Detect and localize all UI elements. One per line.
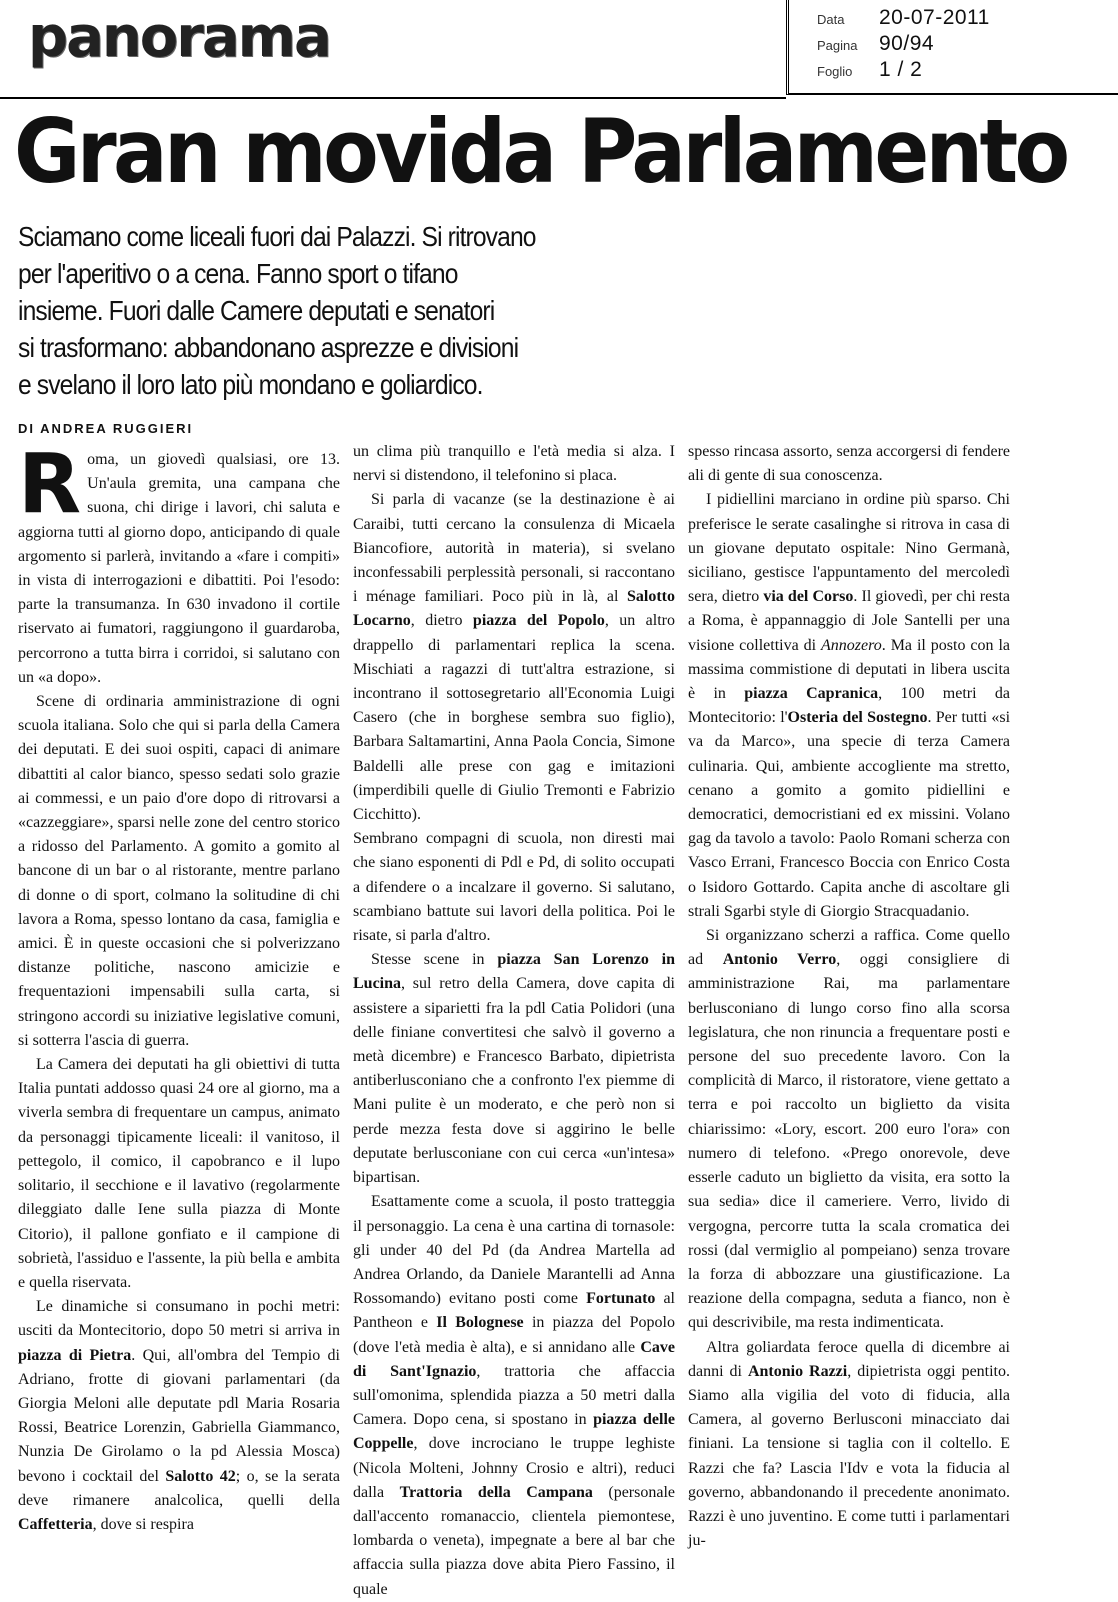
article-column-1 [18, 437, 341, 1537]
paragraph: Le dinamiche si consumano in pochi metri: usciti da Montecitorio, dopo 50 metri si arriva in piazza di Pietra. Qui, all'ombra del Tempio di Adriano, frotte di giovani parlamentari (da Giorgia Meloni alle deputate pdl Maria Rosaria Rossi, Beatrice Lorenzin, Gabriella Giammanco, Nunzia De Girolamo o la pd Alessia Mosca) bevono i cocktail del Salotto 42; o, se la serata deve rimanere analcolica, quelli della Caffetteria, dove si respira [18, 1298, 341, 1533]
dropcap: R [18, 437, 82, 532]
subtitle-line: Sciamano come liceali fuori dai Palazzi. Si ritrovano [18, 221, 536, 252]
paragraph: Scene di ordinaria amministrazione di ogni scuola italiana. Solo che qui si parla della Camera dei deputati. E dei suoi ospiti, capaci di animare dibattiti al calor bianco, spesso sedati solo grazie ai commessi, e un paio d'ore dopo di ritrovarsi a «cazzeggiare», sparsi nelle zone del centro storico a ridosso del Parlamento. A gomito a gomito al bancone di un bar o al ristorante, mentre parlano di donne o di sport, colmano la solitudine di chi lavora a Roma, spesso lontano da casa, famiglia e amici. È in queste occasioni che si polverizzano distanze politiche, nascono amicizie e frequentazioni impensabili sulla carta, si stringono accordi su iniziative legislative comuni, si sotterra l'ascia di guerra. [18, 693, 340, 1049]
paragraph: spesso rincasa assorto, senza accorgersi di fendere ali di gente di sua conoscenza. [688, 443, 1010, 485]
paragraph: La Camera dei deputati ha gli obiettivi di tutta Italia puntati addosso quasi 24 ore al giorno, ma a viverla sembra di frequentare un campus, animato da personaggi tipicamente liceali: il vanitoso, il pettegolo, il comico, il capobranco e il lupo solitario, il secchione e il lavativo (regolarmente dileggiato dalle Iene sulla piazza di Monte Citorio), il pallone gonfiato e il campione di sobrietà, l'assiduo e l'assente, la più bella e ambita e quella riservata. [18, 1056, 340, 1291]
subtitle-line: e svelano il loro lato più mondano e goliardico. [18, 369, 483, 400]
paragraph: Esattamente come a scuola, il posto tratteggia il personaggio. La cena è una cartina di tornasole: gli under 40 del Pd (da Andrea Martella ad Andrea Orlando, da Daniele Marantelli ad Anna Rossomando) evitano posti come Fortunato al Pantheon e Il Bolognese in piazza del Popolo (dove l'età media è alta), e si annidano alle Cave di Sant'Ignazio, trattoria che affaccia sull'omonima, splendida piazza a 50 metri dalla Camera. Dopo cena, si spostano in piazza delle Coppelle, dove incrociano le truppe leghiste (Nicola Molteni, Johnny Crosio e altri), reduci dalla Trattoria della Campana (personale dall'accento romanaccio, clientela piemontese, lombarda o veneta), impegnate a bere al bar che affaccia sulla piazza dove abita Piero Fassino, il quale [353, 1193, 676, 1598]
clipping-meta-box [786, 0, 1118, 95]
article-subtitle [18, 218, 536, 403]
meta-value-data: 20-07-2011 [879, 6, 990, 29]
meta-label-data: Data [817, 12, 845, 27]
paragraph: Roma, un giovedì qualsiasi, ore 13. Un'aula gremita, una campana che suona, chi dirige i lavori, chi saluta e aggiorna tutti al giorno dopo, anticipando di quale argomento si parlerà, invitando a «fare i compiti» in vista di interrogazioni e dibattiti. Poi l'esodo: parte la transumanza. In 630 invadono il cortile riservato ai fumatori, raggiungono il guardaroba, percorrono a tutta birra i corridoi, si salutano con un «a dopo». [18, 437, 340, 686]
article-column-3 [688, 440, 1010, 1553]
article-column-2 [353, 440, 675, 1602]
subtitle-line: per l'aperitivo o a cena. Fanno sport o tifano [18, 258, 458, 289]
subtitle-line: insieme. Fuori dalle Camere deputati e senatori [18, 295, 495, 326]
paragraph: I pidiellini marciano in ordine più sparso. Chi preferisce le serate casalinghe si ritrova in casa di un giovane deputato ospitale: Nino Germanà, siciliano, gestisce l'appuntamento del mercoledì sera, dietro via del Corso. Il giovedì, per chi resta a Roma, è appannaggio di Jole Santelli per una visione collettiva di Annozero. Ma il posto con la massima commistione di deputati in libera uscita è in piazza Capranica, 100 metri da Montecitorio: l'Osteria del Sostegno. Per tutti «si va da Marco», una specie di terza Camera culinaria. Qui, ambiente accogliente ma stretto, cenano a gomito a gomito pidiellini e democratici, democristiani ed ex missini. Volano gag da tavolo a tavolo: Paolo Romani scherza con Vasco Errani, Francesco Boccia con Enrico Costa o Isidoro Gottardo. Capita anche di ascoltare gli strali Sgarbi style di Giorgio Stracquadanio. [688, 491, 1011, 920]
paragraph: Si organizzano scherzi a raffica. Come quello ad Antonio Verro, oggi consigliere di amministrazione Rai, ma parlamentare berlusconiano di lungo corso fino alla scorsa legislatura, che non rinuncia a frequentare posti e persone del suo precedente lavoro. Con la complicità di Marco, il ristoratore, viene gettato a terra e poi raccolto un biglietto da visita chiarissimo: «Lory, escort. 200 euro l'ora» con numero di telefono. «Prego onorevole, deve esserle caduto un biglietto da visita, era sotto la sua sedia» dice il cameriere. Verro, livido di vergogna, percorre tutta la scala cromatica dei rossi (dal vermiglio al pompeiano) senza trovare la forza di abbozzare una giustificazione. La reazione della compagna, seduta a fianco, non è qui descrivibile, ma resta indimenticata. [688, 927, 1011, 1332]
paragraph: Stesse scene in piazza San Lorenzo in Lucina, sul retro della Camera, dove capita di assistere a siparietti fra la pdl Catia Polidori (una delle finiane convertitesi che salvò il governo a metà dicembre) e Francesco Barbato, dipietrista antiberlusconiano che a confronto l'ex piemme di Mani pulite è un moderato, e che però non si perde mezza festa dove si aggirino le belle deputate berlusconiane con cui cerca «un'intesa» bipartisan. [353, 951, 675, 1187]
paragraph: Sembrano compagni di scuola, non diresti mai che siano esponenti di Pdl e Pd, di solito occupati a difendere o a incalzare il governo. Si salutano, scambiano battute sui lavori della politica. Poi le risate, si parla d'altro. [353, 830, 675, 945]
meta-value-pagina: 90/94 [879, 32, 935, 55]
subtitle-line: si trasformano: abbandonano asprezze e divisioni [18, 332, 519, 363]
meta-label-pagina: Pagina [817, 38, 858, 53]
paragraph: un clima più tranquillo e l'età media si alza. I nervi si distendono, il telefonino si placa. [353, 443, 675, 485]
meta-row-pagina [817, 32, 934, 56]
meta-row-data [817, 6, 990, 30]
publication-logo: panorama [28, 5, 330, 70]
article-headline: Gran movida Parlamento [14, 100, 1067, 203]
paragraph: Altra goliardata feroce quella di dicembre ai danni di Antonio Razzi, dipietrista oggi pentito. Siamo alla vigilia del voto di fiducia, alla Camera, al governo Berlusconi minacciato dai finiani. La tensione si taglia con il coltello. E Razzi che fa? Lascia l'Idv e vota la fiducia al governo, abbandonando il precedente anonimato. Razzi è uno juventino. E come tutti i parlamentari ju- [688, 1338, 1011, 1550]
masthead [0, 0, 786, 99]
paragraph: Si parla di vacanze (se la destinazione è ai Caraibi, tutti cercano la consulenza di Micaela Biancofiore, autorità in materia), si svelano inconfessabili perplessità personali, si raccontano i ménage familiari. Poco più in là, al Salotto Locarno, dietro piazza del Popolo, un altro drappello di parlamentari replica la scena. Mischiati a ragazzi di tutt'altra estrazione, si incontrano il sottosegretario all'Economia Luigi Casero (che in borghese sembra suo figlio), Barbara Saltamartini, Anna Paola Concia, Simone Baldelli alle prese con gag e imitazioni (imperdibili quelle di Giulio Tremonti e Fabrizio Cicchitto). [353, 491, 675, 824]
byline: DI ANDREA RUGGIERI [18, 421, 194, 436]
meta-row-foglio [817, 58, 922, 82]
meta-label-foglio: Foglio [817, 64, 853, 79]
meta-value-foglio: 1 / 2 [879, 58, 923, 81]
